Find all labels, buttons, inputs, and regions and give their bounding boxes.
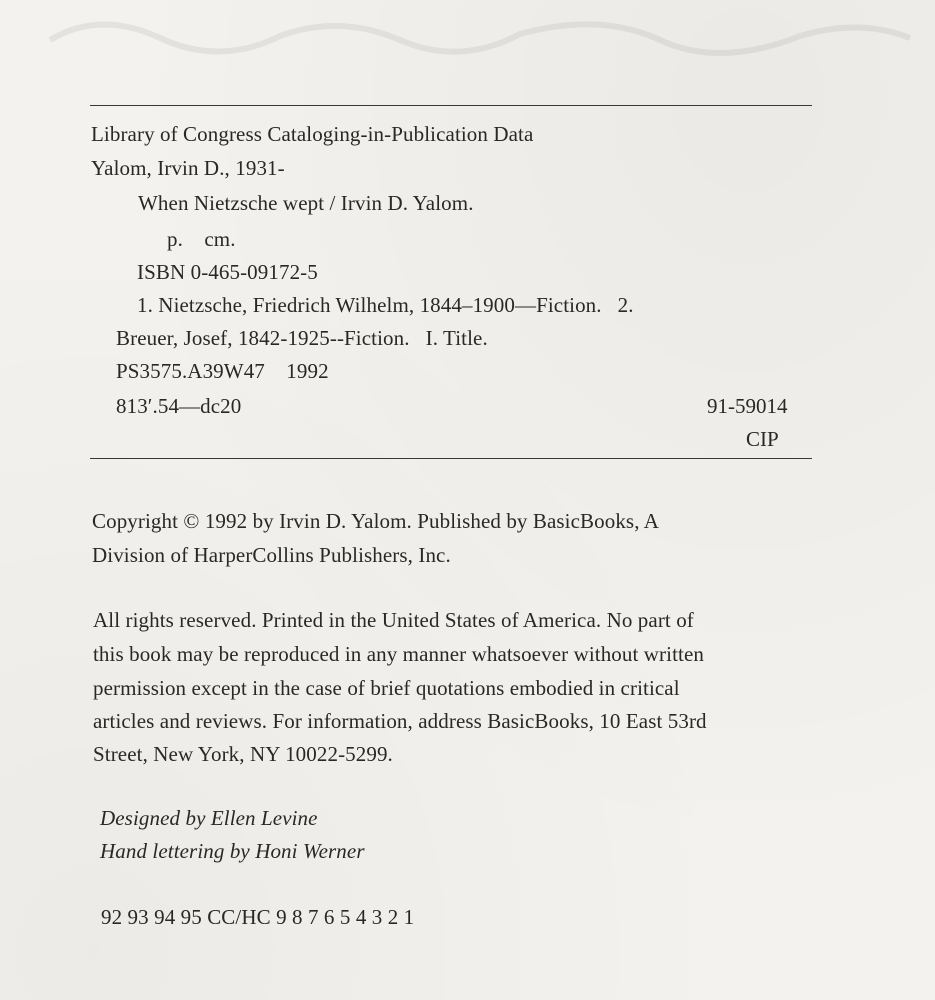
bottom-rule (90, 458, 812, 459)
cip-label: CIP (746, 427, 779, 451)
printing-line: 92 93 94 95 CC/HC 9 8 7 6 5 4 3 2 1 (101, 905, 415, 929)
top-rule (90, 105, 812, 106)
cip-lccn: 91-59014 (707, 394, 788, 418)
rights-line-2: this book may be reproduced in any manner whatsoever without written (93, 642, 704, 666)
cip-author: Yalom, Irvin D., 1931- (91, 156, 285, 180)
cip-dewey: 813′.54—dc20 (116, 394, 242, 418)
cip-pages: p. cm. (167, 227, 236, 251)
copyright-line-1: Copyright © 1992 by Irvin D. Yalom. Published by BasicBooks, A (92, 509, 660, 533)
rights-line-5: Street, New York, NY 10022-5299. (93, 742, 393, 766)
designer-credit: Designed by Ellen Levine (100, 806, 318, 830)
cip-subject-2: Breuer, Josef, 1842-1925--Fiction. I. Title. (116, 326, 488, 350)
lettering-credit: Hand lettering by Honi Werner (100, 839, 365, 863)
cip-isbn: ISBN 0-465-09172-5 (137, 260, 318, 284)
show-through-text (40, 0, 920, 60)
copyright-line-2: Division of HarperCollins Publishers, Inc. (92, 543, 451, 567)
cip-subject-1: 1. Nietzsche, Friedrich Wilhelm, 1844–1900—Fiction. 2. (137, 293, 634, 317)
rights-line-1: All rights reserved. Printed in the United States of America. No part of (93, 608, 694, 632)
cip-title: When Nietzsche wept / Irvin D. Yalom. (138, 191, 474, 215)
cip-header: Library of Congress Cataloging-in-Publication Data (91, 122, 534, 146)
cip-lc-class: PS3575.A39W47 1992 (116, 359, 329, 383)
rights-line-4: articles and reviews. For information, address BasicBooks, 10 East 53rd (93, 709, 707, 733)
rights-line-3: permission except in the case of brief quotations embodied in critical (93, 676, 680, 700)
